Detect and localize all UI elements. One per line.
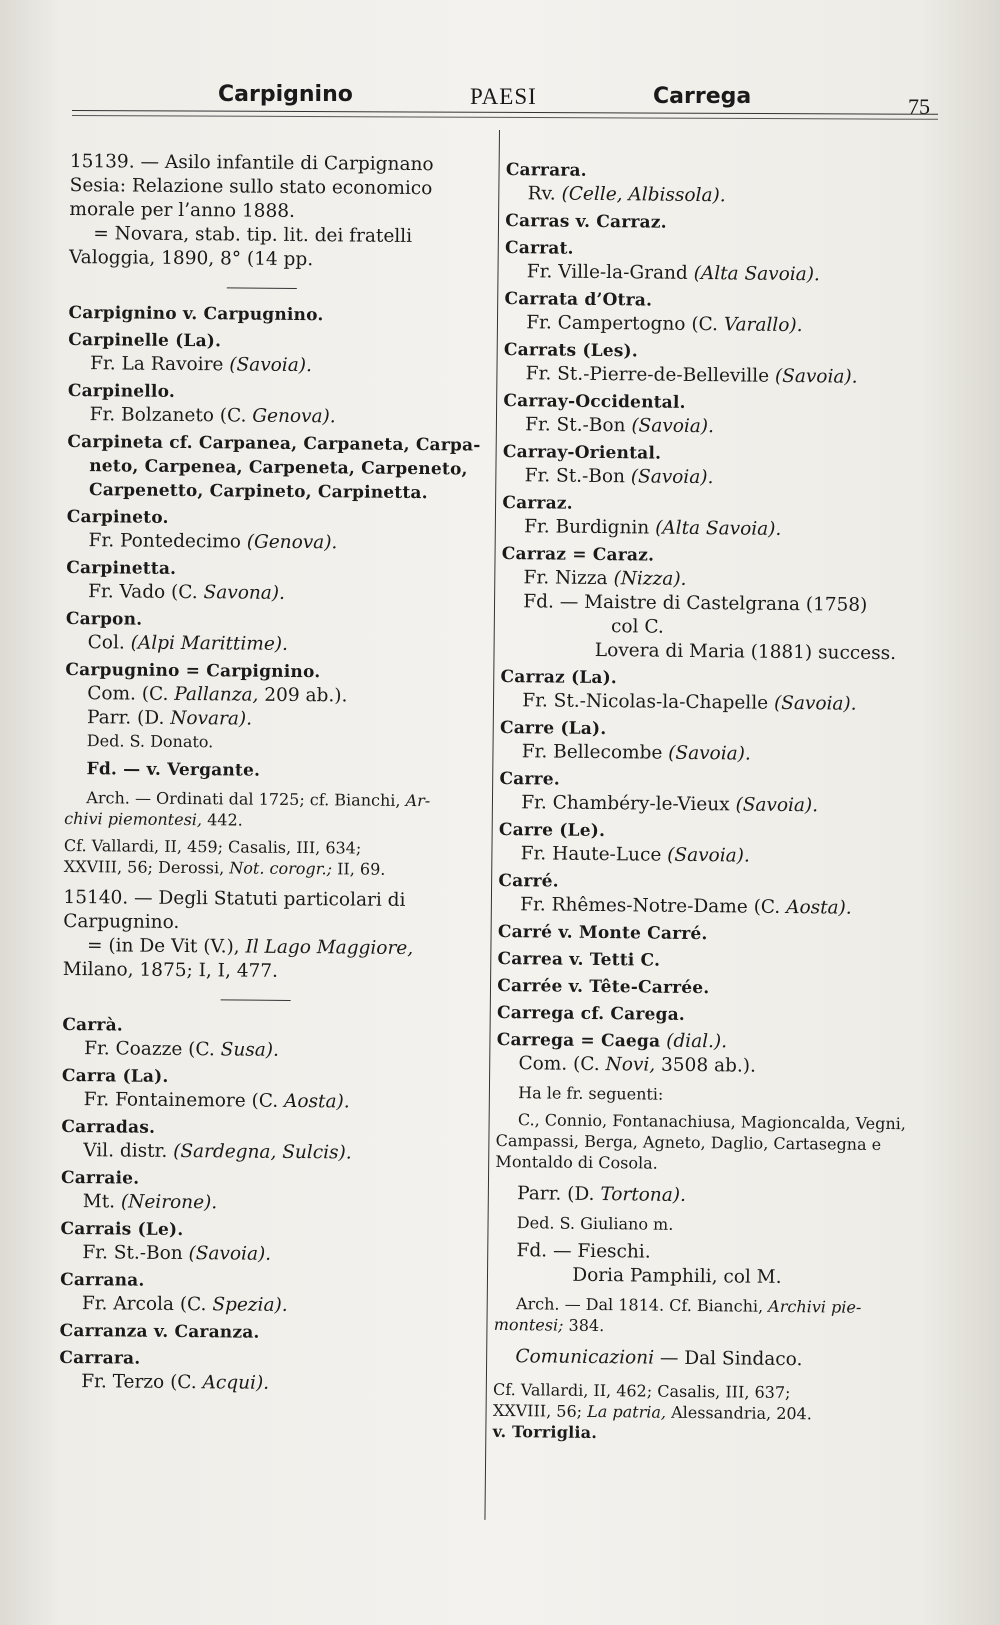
entry-text: Fr. Arcola (C.: [81, 1293, 207, 1316]
place-name: Novara).: [170, 707, 253, 730]
headword: Carpinetta.: [66, 557, 177, 579]
see-also: v. Torriglia.: [492, 1421, 598, 1443]
archive-title: montesi;: [493, 1314, 564, 1335]
place-name: (Savoia).: [668, 742, 751, 765]
archive-title: Archivi pie-: [768, 1296, 862, 1317]
entry-text: 3508 ab.).: [660, 1054, 756, 1077]
entry-text: Fr. Haute-Luce: [520, 843, 662, 866]
citation-line: Cf. Vallardi, II, 462; Casalis, III, 637;: [493, 1379, 791, 1403]
frazioni-list: Montaldo di Cosola.: [495, 1151, 658, 1173]
headword: Carraz.: [502, 492, 573, 514]
headword: Carrais (Le).: [60, 1218, 184, 1241]
citation-title: Not. corogr.;: [229, 858, 333, 879]
entry-carre-la: [500, 716, 924, 768]
headword: Carray-Oriental.: [502, 441, 662, 464]
archive-text: Arch. — Dal 1814. Cf. Bianchi,: [515, 1294, 764, 1316]
archive-text: 442.: [207, 810, 243, 830]
feudal-info: Fd. — v. Vergante.: [86, 759, 261, 781]
entry-text: Fr. Coazze (C.: [84, 1038, 215, 1061]
feudal-info: col C.: [610, 616, 664, 638]
entry-line: morale per l’anno 1888.: [69, 198, 296, 222]
feudal-info: Doria Pamphili, col M.: [572, 1264, 782, 1288]
headword: Carpon.: [65, 608, 143, 630]
separator-rule: [221, 999, 291, 1001]
place-name: Tortona).: [600, 1184, 686, 1206]
entry-carpinello: [68, 379, 488, 431]
headword: Carpineta cf. Carpanea, Carpaneta, Carpa-: [67, 431, 481, 456]
place-name: Savona).: [203, 582, 286, 604]
headword: Carray-Occidental.: [503, 390, 686, 413]
entry-text: Rv.: [527, 183, 556, 205]
citation-line: II, 69.: [337, 859, 386, 879]
headword: Carre (La).: [499, 717, 607, 740]
entry-carpugnino: [64, 658, 486, 881]
entry-text: Fr. Burdignin: [524, 516, 650, 539]
headword-cont: Carpenetto, Carpineto, Carpinetta.: [88, 480, 428, 504]
place-name: (Celle, Albissola).: [561, 183, 726, 207]
entry-15140: [63, 886, 484, 986]
headword: Carrata d’Otra.: [504, 288, 653, 311]
citation-line: XXVIII, 56;: [492, 1400, 583, 1421]
citation-line: XXVIII, 56; Derossi,: [63, 856, 225, 878]
entry-text: Fr. Chambéry-le-Vieux: [521, 792, 730, 816]
entry-text: Fr. La Ravoire: [90, 353, 224, 376]
book-title: Il Lago Maggiore,: [245, 936, 414, 960]
headword: Carra (La).: [61, 1065, 169, 1087]
entry-line: 15139. — Asilo infantile di Carpignano: [69, 150, 434, 176]
entry-text: Fr. Vado (C.: [88, 581, 198, 604]
feudal-info: Fd. — Fieschi.: [516, 1240, 651, 1263]
dedication: Ded. S. Giuliano m.: [516, 1213, 674, 1234]
entry-text: Com. (C.: [518, 1053, 600, 1076]
header-left-keyword: Carpignino: [218, 82, 353, 107]
entry-carradas: [61, 1115, 481, 1167]
entry-line: = Novara, stab. tip. lit. dei fratelli: [93, 223, 413, 247]
entry-line: Valoggia, 1890, 8° (14 pp.: [68, 246, 314, 271]
entry-carraie: [61, 1166, 481, 1218]
entry-text: 209 ab.).: [264, 684, 348, 707]
place-name: Acqui).: [202, 1372, 270, 1394]
entry-text: Fr. St.-Nicolas-la-Chapelle: [522, 690, 769, 714]
headword: Carpignino v. Carpugnino.: [68, 302, 324, 326]
citation-title: La patria,: [587, 1401, 667, 1422]
headword: Carrea v. Tetti C.: [497, 948, 661, 971]
citation-line: Cf. Vallardi, II, 459; Casalis, III, 634;: [63, 835, 362, 858]
headword: Carre (Le).: [498, 819, 606, 842]
place-name: (Savoia).: [229, 354, 312, 377]
entry-text: Parr. (D.: [86, 707, 165, 729]
headword: Carrana.: [60, 1269, 145, 1291]
entry-text: — Dal Sindaco.: [659, 1347, 803, 1371]
dialect-note: (dial.).: [666, 1030, 728, 1053]
frazioni-list: C., Connio, Fontanachiusa, Magioncalda, Vegni,: [517, 1110, 907, 1134]
entry-text: Fr. Bellecombe: [521, 741, 663, 764]
header-right-keyword: Carrega: [653, 84, 752, 109]
page-number: 75: [908, 94, 930, 119]
entry-text: Fr. Ville-la-Grand: [526, 261, 688, 284]
entry-line: = (in De Vit (V.),: [86, 935, 240, 958]
headword-cont: neto, Carpenea, Carpeneta, Carpeneto,: [89, 456, 468, 480]
entry-text: Fr. Bolzaneto (C.: [89, 404, 247, 427]
place-name: (Savoia).: [667, 844, 750, 867]
entry-text: Com. (C.: [87, 683, 169, 705]
frazioni-list: Campassi, Berga, Agneto, Daglio, Cartasegna e: [495, 1130, 882, 1154]
entry-text: Col.: [87, 632, 125, 654]
place-name: (Savoia).: [774, 365, 858, 388]
headword: Carras v. Carraz.: [505, 210, 667, 233]
place-name: (Savoia).: [773, 692, 857, 715]
feudal-info: Fd. — Maistre di Castelgrana (1758): [523, 591, 868, 616]
frazioni-intro: Ha le fr. seguenti:: [518, 1083, 664, 1104]
entry-text: Fr. St.-Bon: [525, 414, 626, 437]
entry-text: Fr. Rhêmes-Notre-Dame (C.: [520, 894, 781, 918]
entry-carrara-terzo: [59, 1346, 479, 1398]
headword: Carrega cf. Carega.: [496, 1002, 686, 1025]
entry-carpon: [66, 607, 486, 659]
entry-carrais: [60, 1217, 480, 1269]
place-name: (Neirone).: [120, 1191, 218, 1214]
place-name: Varallo).: [723, 314, 803, 337]
place-name: Spezia).: [212, 1294, 288, 1316]
headword: Carre.: [499, 768, 561, 790]
dedication: Ded. S. Donato.: [86, 731, 214, 752]
place-name: (Nizza).: [613, 568, 687, 590]
archive-title: Ar-: [405, 790, 431, 811]
place-name: (Alta Savoia).: [693, 262, 820, 286]
entry-text: Fr. Pontedecimo: [88, 530, 241, 553]
place-name: (Savoia).: [630, 466, 714, 489]
feudal-info: Lovera di Maria (1881) success.: [594, 639, 897, 665]
entry-carrana: [60, 1268, 480, 1320]
place-name: Aosta).: [786, 896, 852, 919]
entry-carraz-caraz: [501, 542, 926, 666]
headword: Carpinelle (La).: [68, 329, 222, 352]
entry-carraz-la: [500, 665, 924, 717]
archive-text: Arch. — Ordinati dal 1725; cf. Bianchi,: [86, 788, 401, 810]
entry-carrara-rv: [505, 158, 929, 210]
archive-text: 384.: [568, 1315, 605, 1336]
place-name: (Sardegna, Sulcis).: [173, 1140, 352, 1164]
place-name: (Genova).: [246, 531, 338, 554]
communications-label: Comunicazioni: [515, 1346, 655, 1369]
place-name: (Savoia).: [735, 794, 819, 817]
entry-text: Parr. (D.: [517, 1183, 595, 1205]
separator-rule: [227, 287, 297, 289]
headword: Carrara.: [59, 1347, 141, 1369]
entry-line: Milano, 1875; I, I, 477.: [62, 958, 279, 982]
right-column: [493, 158, 930, 1449]
entry-carrats: [504, 338, 928, 390]
entry-carre: [499, 767, 923, 819]
entry-line: 15140. — Degli Statuti particolari di: [63, 886, 406, 911]
headword: Carré v. Monte Carré.: [497, 921, 708, 945]
entry-carrata: [504, 287, 928, 339]
place-name: Novi,: [605, 1054, 656, 1076]
entry-text: Fr. Terzo (C.: [81, 1371, 197, 1394]
entry-carre-acc: [498, 869, 922, 921]
left-column: [59, 150, 490, 1401]
headword: Carrat.: [504, 237, 574, 259]
entry-text: Mt.: [82, 1191, 116, 1213]
entry-line: Carpugnino.: [63, 910, 180, 933]
entry-carpineto: [66, 505, 486, 557]
citation-line: Alessandria, 204.: [671, 1402, 812, 1424]
entry-text: Fr. St.-Bon: [524, 465, 626, 488]
headword: Carradas.: [61, 1116, 156, 1138]
entry-carra: [62, 1013, 482, 1065]
entry-carpineta: [67, 430, 488, 506]
entry-carrega: [493, 1028, 921, 1446]
place-name: Pallanza,: [174, 683, 259, 706]
place-name: Aosta).: [283, 1090, 350, 1113]
entry-carre-le: [499, 818, 923, 870]
entry-carraz: [502, 491, 926, 543]
headword: Carpinello.: [67, 380, 176, 402]
entry-text: Fr. Campertogno (C.: [526, 312, 719, 336]
place-name: Susa).: [220, 1039, 280, 1061]
entry-15139: [69, 150, 490, 274]
place-name: (Alpi Marittime).: [130, 632, 289, 655]
entry-carpinelle: [68, 328, 488, 380]
entry-carrat: [505, 236, 929, 288]
entry-text: Fr. St.-Bon: [82, 1242, 183, 1265]
place-name: (Savoia).: [631, 415, 715, 438]
archive-title: chivi piemontesi,: [64, 808, 203, 830]
place-name: (Savoia).: [188, 1243, 272, 1265]
headword: Carrà.: [62, 1014, 124, 1036]
entry-text: Fr. Nizza: [523, 567, 608, 590]
place-name: Genova).: [252, 405, 336, 428]
headword: Carpugnino = Carpignino.: [65, 659, 321, 683]
headword: Carpineto.: [66, 506, 169, 528]
headword: Carraz = Caraz.: [501, 543, 655, 566]
entry-line: Sesia: Relazione sullo stato economico: [69, 174, 433, 200]
entry-carpinetta: [66, 556, 486, 608]
headword: Carrega = Caega: [496, 1029, 661, 1052]
headword: Carraie.: [60, 1167, 140, 1189]
entry-carray-occidental: [503, 389, 927, 441]
headword: Carrée v. Tête-Carrée.: [497, 975, 710, 999]
place-name: (Alta Savoia).: [655, 517, 782, 540]
header-section-title: PAESI: [470, 84, 537, 109]
entry-carra-la: [62, 1064, 482, 1116]
headword: Carrara.: [505, 159, 587, 181]
headword: Carraz (La).: [500, 666, 618, 689]
entry-text: Vil. distr.: [83, 1140, 168, 1162]
headword: Carranza v. Caranza.: [59, 1320, 260, 1343]
entry-carray-oriental: [503, 440, 927, 492]
entry-text: Fr. Fontainemore (C.: [83, 1089, 279, 1112]
headword: Carré.: [498, 870, 559, 892]
headword: Carrats (Les).: [503, 339, 639, 362]
entry-text: Fr. St.-Pierre-de-Belleville: [525, 363, 770, 387]
